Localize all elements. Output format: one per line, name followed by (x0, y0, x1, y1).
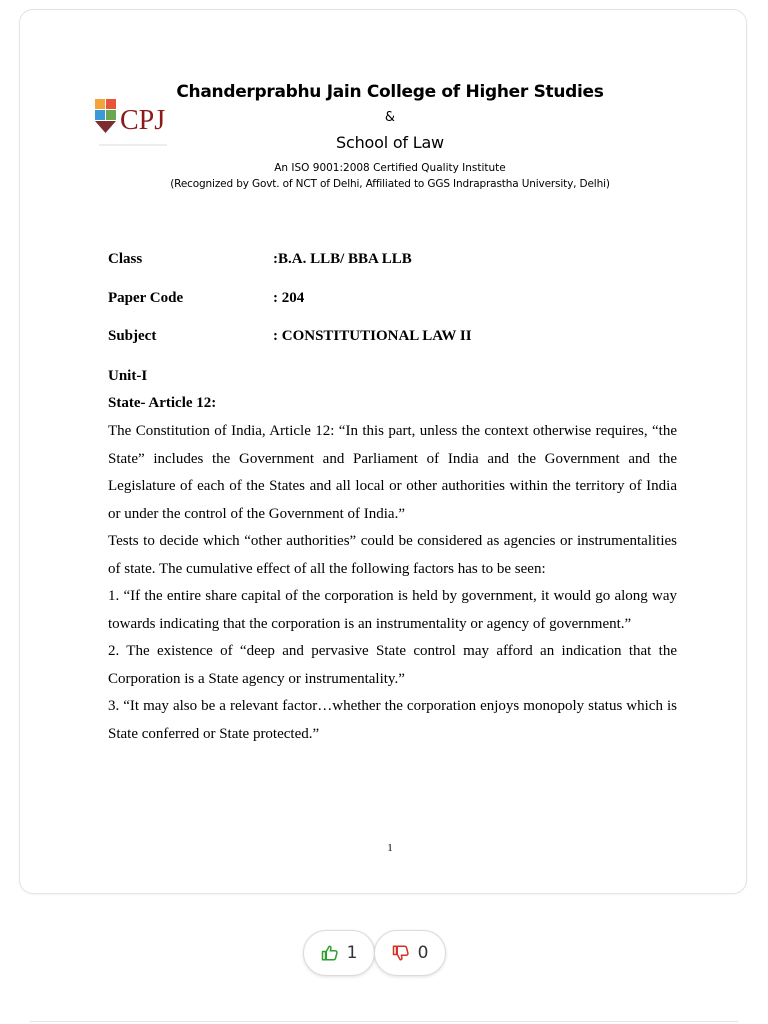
svg-text:CPJ: CPJ (120, 105, 166, 136)
upvote-count: 1 (346, 943, 358, 963)
downvote-count: 0 (417, 943, 429, 963)
subject-value: : CONSTITUTIONAL LAW II (273, 328, 472, 344)
thumbs-down-icon (392, 944, 410, 962)
class-label: Class (108, 251, 143, 267)
thumbs-up-icon (321, 944, 339, 962)
paper-code-value: : 204 (273, 290, 305, 306)
ampersand: & (384, 110, 396, 125)
unit-heading: Unit-I (108, 368, 148, 384)
paper-code-label: Paper Code (108, 290, 184, 306)
paragraph: The Constitution of India, Article 12: “In this part, unless the context otherwise requires, “the State” includes the Government and Parliament of India and the Government and the Legislature of each of the States and all local or other authorities within the territory of India or under the control of the Government of India.” (108, 423, 677, 522)
body-text (108, 418, 677, 748)
college-name: Chanderprabhu Jain College of Higher Studies (176, 82, 604, 102)
school-name: School of Law (336, 133, 444, 152)
recognition-line: (Recognized by Govt. of NCT of Delhi, Affiliated to GGS Indraprastha University, Delhi) (170, 178, 610, 190)
divider (30, 1021, 738, 1022)
class-value: :B.A. LLB/ BBA LLB (273, 251, 412, 267)
paragraph: 3. “It may also be a relevant factor…whether the corporation enjoys monopoly status which is State conferred or State protected.” (108, 698, 677, 742)
paragraph: 2. The existence of “deep and pervasive State control may afford an indication that the Corporation is a State agency or instrumentality.” (108, 643, 677, 687)
cpj-logo (87, 89, 182, 159)
section-heading: State- Article 12: (108, 395, 217, 411)
paragraph: 1. “If the entire share capital of the corporation is held by government, it would go along way towards indicating that the corporation is an instrumentality or agency of government.” (108, 588, 677, 632)
subject-label: Subject (108, 328, 157, 344)
paragraph: Tests to decide which “other authorities” could be considered as agencies or instrumentalities of state. The cumulative effect of all the following factors has to be seen: (108, 533, 677, 577)
iso-line: An ISO 9001:2008 Certified Quality Institute (274, 162, 506, 174)
page-number: 1 (387, 842, 393, 854)
downvote-button[interactable] (374, 930, 446, 976)
upvote-button[interactable] (303, 930, 375, 976)
